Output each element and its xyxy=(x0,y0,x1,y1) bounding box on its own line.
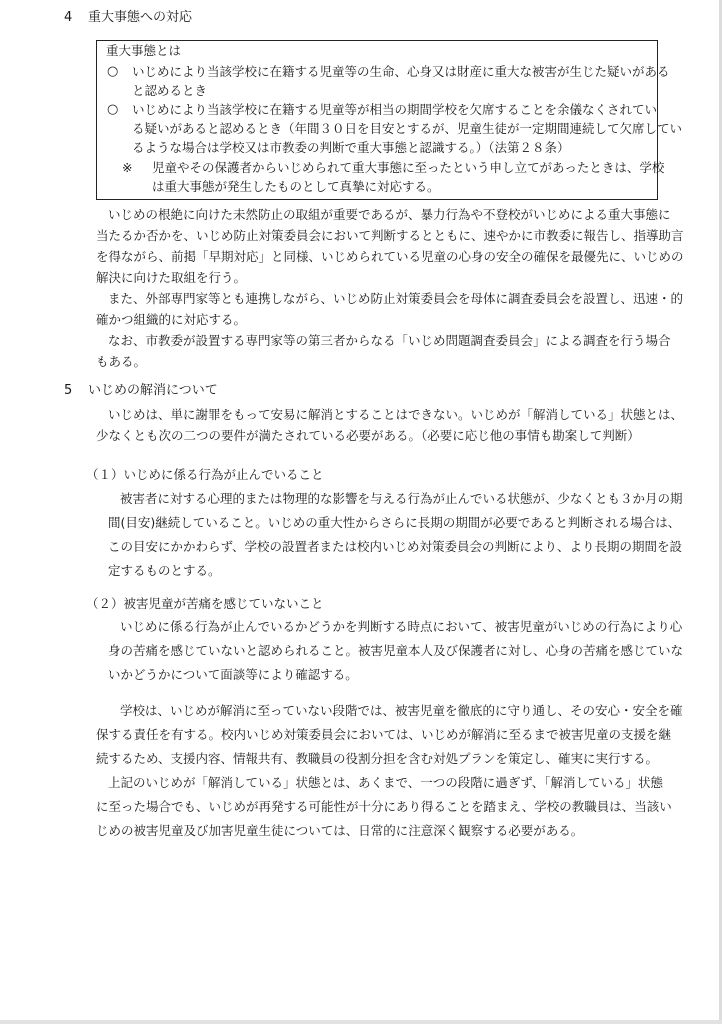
s4-para2-line2: 確かつ組織的に対応する。 xyxy=(96,312,247,327)
sub2-line2: 身の苦痛を感じていないと認められること。被害児童本人及び保護者に対し、心身の苦痛を感じていな xyxy=(108,643,684,658)
sub2-label: （２）被害児童が苦痛を感じていないこと xyxy=(86,596,324,611)
s4-para1-line4: 解決に向けた取組を行う。 xyxy=(96,270,247,285)
s4-para3-line2: もある。 xyxy=(96,354,147,369)
sub1-line2: 間(目安)継続していること。いじめの重大性からさらに長期の期間が必要であると判断される場合は、 xyxy=(108,515,681,530)
closing1-line1: 学校は、いじめが解消に至っていない段階では、被害児童を徹底的に守り通し、その安心・安全を確 xyxy=(120,703,683,718)
note-line2: は重大事態が発生したものとして真摯に対応する。 xyxy=(152,179,440,194)
closing1-line2: 保する責任を有する。校内いじめ対策委員会においては、いじめが解消に至るまで被害児童の支援を継 xyxy=(96,727,672,742)
scan-edge-bottom xyxy=(0,1020,722,1024)
section-4-number: 4 xyxy=(64,10,73,25)
closing1-line3: 続するため、支援内容、情報共有、教職員の役割分担を含む対処プランを策定し、確実に実行する。 xyxy=(96,751,659,766)
s5-intro-line2: 少なくとも次の二つの要件が満たされている必要がある。（必要に応じ他の事情も勘案して判断） xyxy=(96,428,640,443)
sub2-line1: いじめに係る行為が止んでいるかどうかを判断する時点において、被害児童がいじめの行為により心 xyxy=(120,619,683,634)
box-heading: 重大事態とは xyxy=(106,43,182,58)
box-item2-line1: いじめにより当該学校に在籍する児童等が相当の期間学校を欠席することを余儀なくされてい xyxy=(132,102,658,117)
bullet-circle-1: ○ xyxy=(107,64,119,79)
sub1-line1: 被害者に対する心理的または物理的な影響を与える行為が止んでいる状態が、少なくとも３か月の期 xyxy=(120,491,683,506)
box-item2-line2: る疑いがあると認めるとき（年間３０日を目安とするが、児童生徒が一定期間連続して欠席してい xyxy=(132,121,683,136)
box-item1-line2: と認めるとき xyxy=(132,83,208,98)
bullet-circle-2: ○ xyxy=(107,102,119,117)
note-mark: ※ xyxy=(122,160,133,175)
closing2-line3: じめの被害児童及び加害児童生徒については、日常的に注意深く観察する必要がある。 xyxy=(96,823,584,838)
sub1-label: （１）いじめに係る行為が止んでいること xyxy=(86,467,324,482)
sub1-line4: 定するものとする。 xyxy=(108,563,221,578)
closing2-line1: 上記のいじめが「解消している」状態とは、あくまで、一つの段階に過ぎず、「解消している」状態 xyxy=(108,775,664,790)
s4-para3-line1: なお、市教委が設置する専門家等の第三者からなる「いじめ問題調査委員会」による調査を行う場合 xyxy=(108,333,671,348)
sub2-line3: いかどうかについて面談等により確認する。 xyxy=(108,667,358,682)
s4-para1-line1: いじめの根絶に向けた未然防止の取組が重要であるが、暴力行為や不登校がいじめによる重大事態に xyxy=(108,207,671,222)
box-item1-line1: いじめにより当該学校に在籍する児童等の生命、心身又は財産に重大な被害が生じた疑いがある xyxy=(132,64,670,79)
box-item2-line3: るような場合は学校又は市教委の判断で重大事態と認識する。）（法第２８条） xyxy=(132,140,570,155)
s4-para1-line3: を得ながら、前掲「早期対応」と同様、いじめられている児童の心身の安全の確保を最優先に、いじめの xyxy=(96,249,684,264)
s5-intro-line1: いじめは、単に謝罪をもって安易に解消とすることはできない。いじめが「解消している」状態とは、 xyxy=(108,407,684,422)
s4-para2-line1: また、外部専門家等とも連携しながら、いじめ防止対策委員会を母体に調査委員会を設置し、迅速・的 xyxy=(108,291,684,306)
section-5-heading xyxy=(64,381,218,401)
section-5-title: いじめの解消について xyxy=(88,383,218,398)
section-4-title: 重大事態への対応 xyxy=(88,10,193,25)
note-line1: 児童やその保護者からいじめられて重大事態に至ったという申し立てがあったときは、学校 xyxy=(152,160,665,175)
sub1-line3: この目安にかかわらず、学校の設置者または校内いじめ対策委員会の判断により、より長期の期間を設 xyxy=(108,539,683,554)
section-4-heading xyxy=(64,8,192,28)
section-5-number: 5 xyxy=(64,383,73,398)
s4-para1-line2: 当たるか否かを、いじめ防止対策委員会において判断するとともに、速やかに市教委に報告し、指導助言 xyxy=(96,228,684,243)
closing2-line2: に至った場合でも、いじめが再発する可能性が十分にあり得ることを踏まえ、学校の教職員は、当該い xyxy=(96,799,672,814)
